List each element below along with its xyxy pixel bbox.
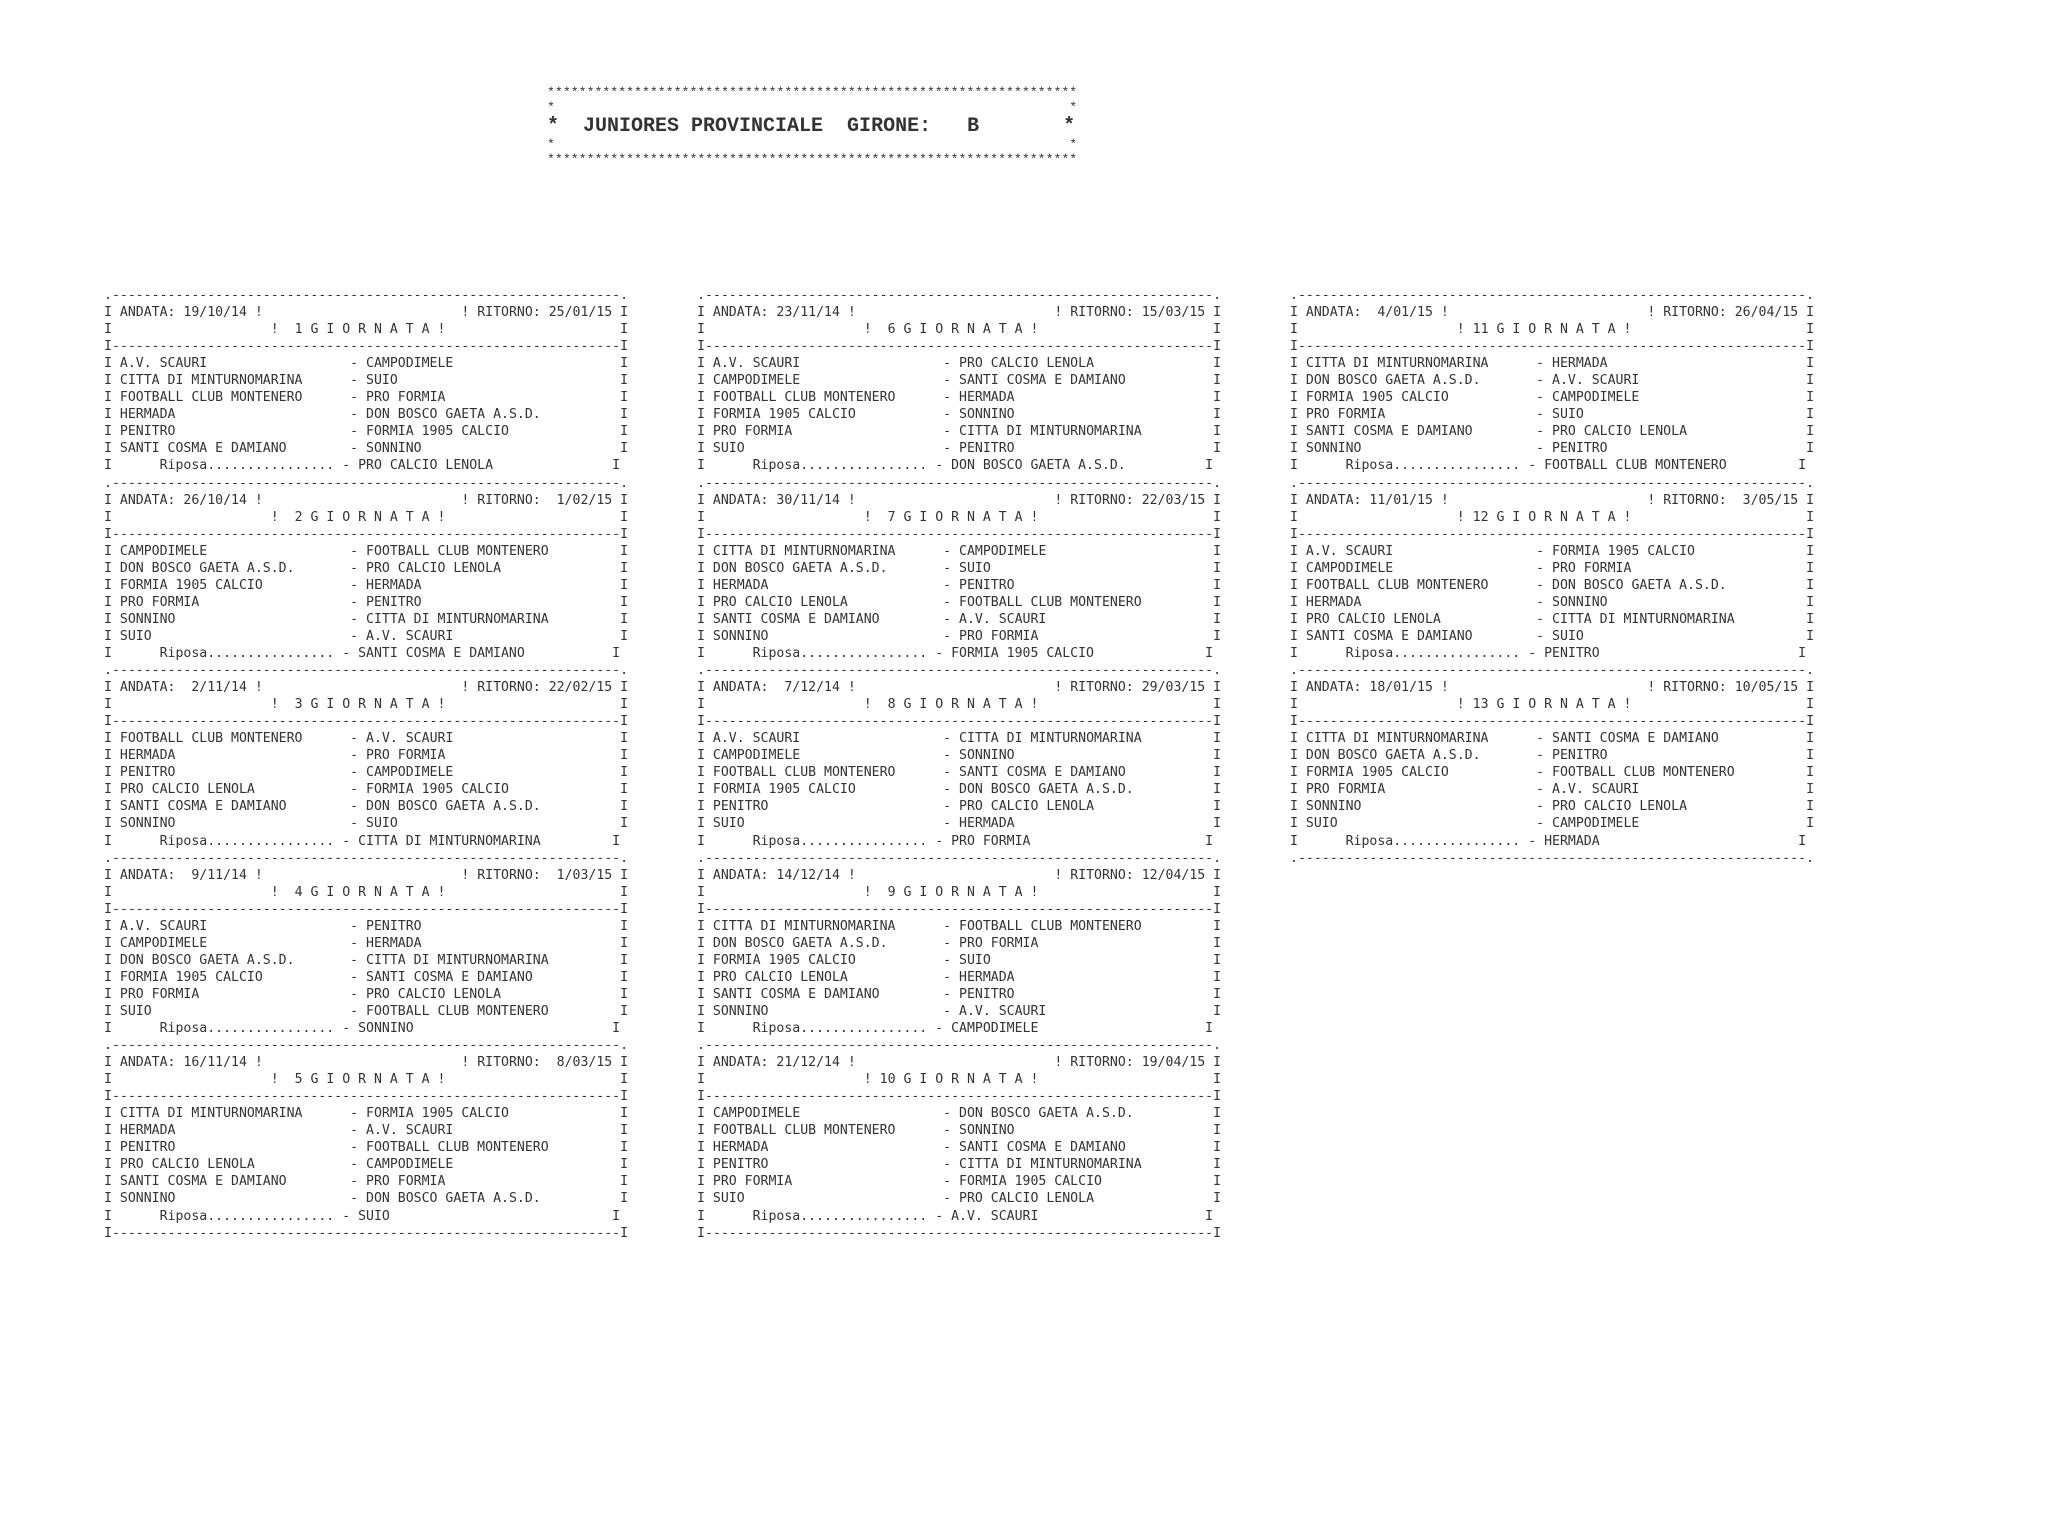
home-team: HERMADA [119,1123,176,1139]
round-block: .----------------------------------------------------------------. I ANDATA: 19/10/14 ! ! RITORNO: 25/01/15 I I ! 1 G I O R N A T A ! I I----------------------------------------------------------------I I A.V. SCAURI - CAMPODIMELE I I CITTA DI MINTURNOMARINA - SUIO I I FOOTBALL CLUB MONTENERO - PRO FORMIA I I HERMADA - DON BOSCO GAETA A.S.D. I I PENITRO - FORMIA 1905 CALCIO I I SANTI COSMA E DAMIANO - SONNINO I I Riposa................ - PRO CALCIO LENOLA I [104,288,629,474]
away-team: A.V. SCAURI [366,628,454,644]
andata-label: ANDATA: [712,305,769,321]
away-team: FOOTBALL CLUB MONTENERO [1552,765,1735,781]
home-team: SANTI COSMA E DAMIANO [712,986,880,1002]
round-number: 7 [879,509,896,525]
home-team: A.V. SCAURI [712,731,801,747]
home-team: FORMIA 1905 CALCIO [1305,765,1449,781]
away-team: HERMADA [366,935,422,951]
giornata-label: G I O R N A T A [310,697,430,713]
round-number: 13 [1472,697,1489,713]
away-team: PRO FORMIA [1552,560,1632,576]
andata-label: ANDATA: [1305,680,1362,696]
ritorno-label: RITORNO: [477,492,541,508]
away-team: PENITRO [366,594,422,610]
andata-date: 4/01/15 [1369,305,1433,321]
away-team: CAMPODIMELE [366,765,454,781]
home-team: CAMPODIMELE [712,748,801,764]
away-team: PENITRO [959,577,1015,593]
away-team: A.V. SCAURI [1552,782,1640,798]
ritorno-date: 12/04/15 [1141,867,1206,883]
ritorno-label: RITORNO: [477,867,541,883]
home-team: HERMADA [119,748,176,764]
away-team: FORMIA 1905 CALCIO [366,1106,509,1122]
andata-date: 30/11/14 [776,492,840,508]
ritorno-label: RITORNO: [1663,680,1727,696]
home-team: A.V. SCAURI [119,918,208,934]
away-team: SUIO [366,816,398,832]
home-team: PRO CALCIO LENOLA [119,1157,255,1173]
ritorno-date: 15/03/15 [1141,305,1206,321]
home-team: DON BOSCO GAETA A.S.D. [119,952,295,968]
riposa-label: Riposa [159,833,208,849]
round-block: .----------------------------------------------------------------. I ANDATA: 11/01/15 ! ! RITORNO: 3/05/15 I I ! 12 G I O R N A T A ! I I----------------------------------------------------------------I I A.V. SCAURI - FORMIA 1905 CALCIO I I CAMPODIMELE - PRO FORMIA I I FOOTBALL CLUB MONTENERO - DON BOSCO GAETA A.S.D. I I HERMADA - SONNINO I I PRO CALCIO LENOLA - CITTA DI MINTURNOMARINA I I SANTI COSMA E DAMIANO - SUIO I I Riposa................ - PENITRO I [1290,475,1815,661]
home-team: CAMPODIMELE [712,1106,801,1122]
home-team: CITTA DI MINTURNOMARINA [712,543,896,559]
home-team: DON BOSCO GAETA A.S.D. [1305,748,1481,764]
away-team: DON BOSCO GAETA A.S.D. [366,407,541,423]
away-team: FOOTBALL CLUB MONTENERO [366,1140,549,1156]
home-team: SONNINO [1305,441,1362,457]
andata-date: 19/10/14 [183,305,247,321]
header-border: * * [547,137,1078,153]
ritorno-date: 3/05/15 [1734,492,1799,508]
away-team: CITTA DI MINTURNOMARINA [959,424,1142,440]
riposa-label: Riposa [159,458,208,474]
andata-label: ANDATA: [712,680,769,696]
riposa-label: Riposa [752,1021,801,1037]
away-team: PRO FORMIA [959,935,1039,951]
giornata-label: G I O R N A T A [903,322,1023,338]
home-team: PENITRO [119,424,176,440]
ritorno-label: RITORNO: [477,1055,541,1071]
away-team: PENITRO [1552,441,1608,457]
ritorno-date: 10/05/15 [1734,680,1799,696]
resting-team: PRO CALCIO LENOLA [358,458,494,474]
home-team: DON BOSCO GAETA A.S.D. [119,560,295,576]
column-1 [104,287,628,1242]
home-team: FORMIA 1905 CALCIO [712,952,856,968]
round-block: .----------------------------------------------------------------. I ANDATA: 7/12/14 ! ! RITORNO: 29/03/15 I I ! 8 G I O R N A T A ! I I----------------------------------------------------------------I I A.V. SCAURI - CITTA DI MINTURNOMARINA I I CAMPODIMELE - SONNINO I I FOOTBALL CLUB MONTENERO - SANTI COSMA E DAMIANO I I FORMIA 1905 CALCIO - DON BOSCO GAETA A.S.D. I I PENITRO - PRO CALCIO LENOLA I I SUIO - HERMADA I I Riposa................ - PRO FORMIA I [697,663,1222,849]
away-team: CAMPODIMELE [366,1157,454,1173]
away-team: CITTA DI MINTURNOMARINA [959,731,1142,747]
away-team: SONNINO [959,1123,1015,1139]
away-team: FORMIA 1905 CALCIO [366,424,509,440]
riposa-label: Riposa [752,1208,801,1224]
away-team: PENITRO [366,918,422,934]
home-team: FOOTBALL CLUB MONTENERO [119,390,303,406]
round-number: 11 [1472,322,1489,338]
round-block: .----------------------------------------------------------------. I ANDATA: 16/11/14 ! ! RITORNO: 8/03/15 I I ! 5 G I O R N A T A ! I I----------------------------------------------------------------I I CITTA DI MINTURNOMARINA - FORMIA 1905 CALCIO I I HERMADA - A.V. SCAURI I I PENITRO - FOOTBALL CLUB MONTENERO I I PRO CALCIO LENOLA - CAMPODIMELE I I SANTI COSMA E DAMIANO - PRO FORMIA I I SONNINO - DON BOSCO GAETA A.S.D. I I Riposa................ - SUIO I I----------------------------------------------------------------I [104,1038,629,1241]
giornata-label: G I O R N A T A [310,1072,430,1088]
resting-team: CAMPODIMELE [951,1021,1039,1037]
round-number: 2 [286,509,303,525]
home-team: PENITRO [119,1140,176,1156]
header-stars-bottom: ******************************************************************* [547,151,1078,167]
away-team: PRO FORMIA [959,628,1039,644]
resting-team: SANTI COSMA E DAMIANO [358,645,525,661]
away-team: HERMADA [959,969,1015,985]
home-team: SUIO [119,1003,152,1019]
home-team: FOOTBALL CLUB MONTENERO [1305,577,1489,593]
home-team: PRO CALCIO LENOLA [712,594,848,610]
giornata-label: G I O R N A T A [903,884,1023,900]
home-team: DON BOSCO GAETA A.S.D. [712,935,888,951]
away-team: CITTA DI MINTURNOMARINA [366,611,549,627]
andata-date: 23/11/14 [776,305,840,321]
home-team: FORMIA 1905 CALCIO [119,969,263,985]
away-team: SUIO [959,560,991,576]
away-team: PENITRO [959,441,1015,457]
home-team: SUIO [712,441,745,457]
ritorno-label: RITORNO: [1070,492,1134,508]
away-team: PRO CALCIO LENOLA [1552,424,1688,440]
away-team: CITTA DI MINTURNOMARINA [1552,611,1735,627]
round-number: 1 [286,322,303,338]
andata-date: 9/11/14 [183,867,247,883]
home-team: SUIO [1305,816,1338,832]
resting-team: DON BOSCO GAETA A.S.D. [951,458,1126,474]
home-team: A.V. SCAURI [1305,543,1394,559]
andata-label: ANDATA: [1305,305,1362,321]
home-team: SUIO [712,1191,745,1207]
away-team: SANTI COSMA E DAMIANO [959,765,1126,781]
home-team: PENITRO [712,799,769,815]
ritorno-label: RITORNO: [1663,305,1727,321]
away-team: SONNINO [366,441,422,457]
resting-team: PENITRO [1544,645,1600,661]
home-team: SANTI COSMA E DAMIANO [712,611,880,627]
round-block: .----------------------------------------------------------------. I ANDATA: 26/10/14 ! ! RITORNO: 1/02/15 I I ! 2 G I O R N A T A ! I I----------------------------------------------------------------I I CAMPODIMELE - FOOTBALL CLUB MONTENERO I I DON BOSCO GAETA A.S.D. - PRO CALCIO LENOLA I I FORMIA 1905 CALCIO - HERMADA I I PRO FORMIA - PENITRO I I SONNINO - CITTA DI MINTURNOMARINA I I SUIO - A.V. SCAURI I I Riposa................ - SANTI COSMA E DAMIANO I [104,475,629,661]
giornata-label: G I O R N A T A [310,322,430,338]
away-team: HERMADA [1552,356,1608,372]
ritorno-label: RITORNO: [477,305,541,321]
away-team: FOOTBALL CLUB MONTENERO [366,543,549,559]
round-number: 8 [879,697,896,713]
andata-label: ANDATA: [712,867,769,883]
home-team: PRO FORMIA [712,424,793,440]
ritorno-date: 19/04/15 [1141,1055,1206,1071]
andata-date: 2/11/14 [183,680,247,696]
home-team: CITTA DI MINTURNOMARINA [1305,356,1489,372]
away-team: CAMPODIMELE [1552,816,1640,832]
away-team: SANTI COSMA E DAMIANO [959,373,1126,389]
giornata-label: G I O R N A T A [1496,509,1616,525]
away-team: FORMIA 1905 CALCIO [959,1174,1102,1190]
home-team: SONNINO [119,611,176,627]
andata-label: ANDATA: [119,305,176,321]
home-team: PENITRO [712,1157,769,1173]
round-block: .----------------------------------------------------------------. I ANDATA: 4/01/15 ! ! RITORNO: 26/04/15 I I ! 11 G I O R N A T A ! I I----------------------------------------------------------------I I CITTA DI MINTURNOMARINA - HERMADA I I DON BOSCO GAETA A.S.D. - A.V. SCAURI I I FORMIA 1905 CALCIO - CAMPODIMELE I I PRO FORMIA - SUIO I I SANTI COSMA E DAMIANO - PRO CALCIO LENOLA I I SONNINO - PENITRO I I Riposa................ - FOOTBALL CLUB MONTENERO I [1290,288,1815,474]
andata-label: ANDATA: [119,680,176,696]
home-team: PENITRO [119,765,176,781]
away-team: SUIO [366,373,398,389]
home-team: CITTA DI MINTURNOMARINA [1305,731,1489,747]
riposa-label: Riposa [159,1208,208,1224]
home-team: A.V. SCAURI [119,356,208,372]
away-team: FOOTBALL CLUB MONTENERO [366,1003,549,1019]
resting-team: FORMIA 1905 CALCIO [951,645,1094,661]
away-team: SANTI COSMA E DAMIANO [959,1140,1126,1156]
page-header [547,86,1077,167]
away-team: PRO CALCIO LENOLA [959,356,1095,372]
away-team: CAMPODIMELE [959,543,1047,559]
header-title-row: * JUNIORES PROVINCIALE GIRONE: B * [547,115,1076,139]
home-team: CAMPODIMELE [119,543,208,559]
home-team: SONNINO [712,628,769,644]
away-team: A.V. SCAURI [366,1123,454,1139]
away-team: A.V. SCAURI [1552,373,1640,389]
ritorno-label: RITORNO: [1070,680,1134,696]
away-team: PRO FORMIA [366,390,446,406]
home-team: PRO FORMIA [1305,407,1386,423]
home-team: PRO FORMIA [712,1174,793,1190]
home-team: SUIO [119,628,152,644]
home-team: CITTA DI MINTURNOMARINA [712,918,896,934]
riposa-label: Riposa [752,645,801,661]
away-team: DON BOSCO GAETA A.S.D. [1552,577,1727,593]
ritorno-date: 25/01/15 [548,305,613,321]
away-team: DON BOSCO GAETA A.S.D. [366,799,541,815]
andata-label: ANDATA: [119,867,176,883]
riposa-label: Riposa [1345,645,1394,661]
andata-date: 18/01/15 [1369,680,1433,696]
giornata-label: G I O R N A T A [310,509,430,525]
resting-team: FOOTBALL CLUB MONTENERO [1544,458,1727,474]
home-team: PRO CALCIO LENOLA [119,782,255,798]
header-stars-top: ******************************************************************* [547,85,1078,100]
ritorno-date: 1/02/15 [548,492,613,508]
ritorno-label: RITORNO: [1070,867,1134,883]
home-team: FORMIA 1905 CALCIO [1305,390,1449,406]
away-team: PRO FORMIA [366,1174,446,1190]
home-team: A.V. SCAURI [712,356,801,372]
home-team: HERMADA [712,577,769,593]
andata-date: 26/10/14 [183,492,247,508]
giornata-label: G I O R N A T A [1496,697,1616,713]
andata-label: ANDATA: [119,1055,176,1071]
round-block: .----------------------------------------------------------------. I ANDATA: 18/01/15 ! ! RITORNO: 10/05/15 I I ! 13 G I O R N A T A ! I I----------------------------------------------------------------I I CITTA DI MINTURNOMARINA - SANTI COSMA E DAMIANO I I DON BOSCO GAETA A.S.D. - PENITRO I I FORMIA 1905 CALCIO - FOOTBALL CLUB MONTENERO I I PRO FORMIA - A.V. SCAURI I I SONNINO - PRO CALCIO LENOLA I I SUIO - CAMPODIMELE I I Riposa................ - HERMADA I .----------------------------------------------------------------. [1290,663,1815,866]
round-block: .----------------------------------------------------------------. I ANDATA: 23/11/14 ! ! RITORNO: 15/03/15 I I ! 6 G I O R N A T A ! I I----------------------------------------------------------------I I A.V. SCAURI - PRO CALCIO LENOLA I I CAMPODIMELE - SANTI COSMA E DAMIANO I I FOOTBALL CLUB MONTENERO - HERMADA I I FORMIA 1905 CALCIO - SONNINO I I PRO FORMIA - CITTA DI MINTURNOMARINA I I SUIO - PENITRO I I Riposa................ - DON BOSCO GAETA A.S.D. I [697,288,1222,474]
home-team: SONNINO [119,1191,176,1207]
ritorno-date: 22/03/15 [1141,492,1206,508]
home-team: CITTA DI MINTURNOMARINA [119,1106,303,1122]
away-team: SUIO [959,952,991,968]
away-team: FOOTBALL CLUB MONTENERO [959,918,1142,934]
resting-team: PRO FORMIA [951,833,1031,849]
round-number: 4 [286,884,303,900]
home-team: FORMIA 1905 CALCIO [712,782,856,798]
home-team: CAMPODIMELE [1305,560,1394,576]
home-team: SANTI COSMA E DAMIANO [1305,628,1473,644]
ritorno-label: RITORNO: [1070,1055,1134,1071]
home-team: SONNINO [712,1003,769,1019]
away-team: CITTA DI MINTURNOMARINA [959,1157,1142,1173]
home-team: SANTI COSMA E DAMIANO [1305,424,1473,440]
home-team: FORMIA 1905 CALCIO [712,407,856,423]
home-team: FOOTBALL CLUB MONTENERO [712,765,896,781]
home-team: DON BOSCO GAETA A.S.D. [712,560,888,576]
home-team: FOOTBALL CLUB MONTENERO [119,731,303,747]
resting-team: SONNINO [358,1021,414,1037]
home-team: SANTI COSMA E DAMIANO [119,799,287,815]
home-team: CAMPODIMELE [712,373,801,389]
away-team: FORMIA 1905 CALCIO [366,782,509,798]
round-block: .----------------------------------------------------------------. I ANDATA: 14/12/14 ! ! RITORNO: 12/04/15 I I ! 9 G I O R N A T A ! I I----------------------------------------------------------------I I CITTA DI MINTURNOMARINA - FOOTBALL CLUB MONTENERO I I DON BOSCO GAETA A.S.D. - PRO FORMIA I I FORMIA 1905 CALCIO - SUIO I I PRO CALCIO LENOLA - HERMADA I I SANTI COSMA E DAMIANO - PENITRO I I SONNINO - A.V. SCAURI I I Riposa................ - CAMPODIMELE I [697,850,1222,1037]
riposa-label: Riposa [752,458,801,474]
home-team: PRO FORMIA [119,986,200,1002]
round-block: .----------------------------------------------------------------. I ANDATA: 2/11/14 ! ! RITORNO: 22/02/15 I I ! 3 G I O R N A T A ! I I----------------------------------------------------------------I I FOOTBALL CLUB MONTENERO - A.V. SCAURI I I HERMADA - PRO FORMIA I I PENITRO - CAMPODIMELE I I PRO CALCIO LENOLA - FORMIA 1905 CALCIO I I SANTI COSMA E DAMIANO - DON BOSCO GAETA A.S.D. I I SONNINO - SUIO I I Riposa................ - CITTA DI MINTURNOMARINA I [104,663,629,849]
home-team: HERMADA [712,1140,769,1156]
away-team: CAMPODIMELE [1552,390,1640,406]
resting-team: HERMADA [1544,833,1600,849]
away-team: PRO CALCIO LENOLA [959,799,1095,815]
away-team: HERMADA [959,390,1015,406]
away-team: SONNINO [1552,594,1608,610]
home-team: SANTI COSMA E DAMIANO [119,1174,287,1190]
andata-label: ANDATA: [712,1055,769,1071]
away-team: CITTA DI MINTURNOMARINA [366,952,549,968]
away-team: SUIO [1552,407,1584,423]
ritorno-date: 26/04/15 [1734,305,1799,321]
home-team: FORMIA 1905 CALCIO [119,577,263,593]
giornata-label: G I O R N A T A [310,884,430,900]
andata-date: 16/11/14 [183,1055,247,1071]
away-team: HERMADA [366,577,422,593]
andata-date: 21/12/14 [776,1055,840,1071]
resting-team: CITTA DI MINTURNOMARINA [358,833,541,849]
away-team: A.V. SCAURI [959,611,1047,627]
ritorno-date: 1/03/15 [548,867,613,883]
away-team: PENITRO [959,986,1015,1002]
andata-date: 14/12/14 [776,867,840,883]
away-team: DON BOSCO GAETA A.S.D. [366,1191,541,1207]
home-team: SANTI COSMA E DAMIANO [119,441,287,457]
resting-team: A.V. SCAURI [951,1208,1039,1224]
away-team: DON BOSCO GAETA A.S.D. [959,782,1134,798]
away-team: PRO CALCIO LENOLA [959,1191,1095,1207]
away-team: FORMIA 1905 CALCIO [1552,543,1695,559]
ritorno-label: RITORNO: [1070,305,1134,321]
home-team: FOOTBALL CLUB MONTENERO [712,390,896,406]
ritorno-date: 22/02/15 [548,680,613,696]
round-number: 9 [879,884,896,900]
header-border: * * [547,99,1078,115]
round-block: .----------------------------------------------------------------. I ANDATA: 9/11/14 ! ! RITORNO: 1/03/15 I I ! 4 G I O R N A T A ! I I----------------------------------------------------------------I I A.V. SCAURI - PENITRO I I CAMPODIMELE - HERMADA I I DON BOSCO GAETA A.S.D. - CITTA DI MINTURNOMARINA I I FORMIA 1905 CALCIO - SANTI COSMA E DAMIANO I I PRO FORMIA - PRO CALCIO LENOLA I I SUIO - FOOTBALL CLUB MONTENERO I I Riposa................ - SONNINO I [104,850,629,1037]
column-2 [697,287,1221,1242]
round-number: 3 [286,697,303,713]
home-team: SONNINO [119,816,176,832]
riposa-label: Riposa [1345,458,1394,474]
giornata-label: G I O R N A T A [1496,322,1616,338]
away-team: CAMPODIMELE [366,356,454,372]
away-team: PRO CALCIO LENOLA [366,986,502,1002]
away-team: SANTI COSMA E DAMIANO [1552,731,1719,747]
away-team: PRO CALCIO LENOLA [366,560,502,576]
giornata-label: G I O R N A T A [903,509,1023,525]
ritorno-label: RITORNO: [477,680,541,696]
away-team: FOOTBALL CLUB MONTENERO [959,594,1142,610]
home-team: HERMADA [1305,594,1362,610]
andata-date: 7/12/14 [776,680,840,696]
away-team: PENITRO [1552,748,1608,764]
riposa-label: Riposa [159,1021,208,1037]
away-team: SONNINO [959,407,1015,423]
riposa-label: Riposa [1345,833,1394,849]
home-team: SUIO [712,816,745,832]
home-team: FOOTBALL CLUB MONTENERO [712,1123,896,1139]
andata-date: 11/01/15 [1369,492,1433,508]
away-team: PRO FORMIA [366,748,446,764]
giornata-label: G I O R N A T A [903,1072,1023,1088]
home-team: HERMADA [119,407,176,423]
home-team: CITTA DI MINTURNOMARINA [119,373,303,389]
away-team: SUIO [1552,628,1584,644]
away-team: SONNINO [959,748,1015,764]
home-team: PRO CALCIO LENOLA [712,969,848,985]
home-team: DON BOSCO GAETA A.S.D. [1305,373,1481,389]
riposa-label: Riposa [159,645,208,661]
round-number: 5 [286,1072,303,1088]
round-block: .----------------------------------------------------------------. I ANDATA: 30/11/14 ! ! RITORNO: 22/03/15 I I ! 7 G I O R N A T A ! I I----------------------------------------------------------------I I CITTA DI MINTURNOMARINA - CAMPODIMELE I I DON BOSCO GAETA A.S.D. - SUIO I I HERMADA - PENITRO I I PRO CALCIO LENOLA - FOOTBALL CLUB MONTENERO I I SANTI COSMA E DAMIANO - A.V. SCAURI I I SONNINO - PRO FORMIA I I Riposa................ - FORMIA 1905 CALCIO I [697,475,1222,661]
round-block: .----------------------------------------------------------------. I ANDATA: 21/12/14 ! ! RITORNO: 19/04/15 I I ! 10 G I O R N A T A ! I I----------------------------------------------------------------I I CAMPODIMELE - DON BOSCO GAETA A.S.D. I I FOOTBALL CLUB MONTENERO - SONNINO I I HERMADA - SANTI COSMA E DAMIANO I I PENITRO - CITTA DI MINTURNOMARINA I I PRO FORMIA - FORMIA 1905 CALCIO I I SUIO - PRO CALCIO LENOLA I I Riposa................ - A.V. SCAURI I I----------------------------------------------------------------I [697,1038,1222,1241]
home-team: PRO FORMIA [1305,782,1386,798]
ritorno-date: 8/03/15 [548,1055,613,1071]
resting-team: SUIO [358,1208,390,1224]
round-number: 12 [1472,509,1489,525]
round-number: 10 [879,1072,896,1088]
away-team: A.V. SCAURI [366,731,454,747]
round-number: 6 [879,322,896,338]
riposa-label: Riposa [752,833,801,849]
away-team: PRO CALCIO LENOLA [1552,799,1688,815]
column-3 [1290,287,1814,867]
andata-label: ANDATA: [712,492,769,508]
giornata-label: G I O R N A T A [903,697,1023,713]
andata-label: ANDATA: [119,492,176,508]
ritorno-date: 29/03/15 [1141,680,1206,696]
home-team: PRO FORMIA [119,594,200,610]
home-team: SONNINO [1305,799,1362,815]
away-team: A.V. SCAURI [959,1003,1047,1019]
home-team: CAMPODIMELE [119,935,208,951]
home-team: PRO CALCIO LENOLA [1305,611,1441,627]
page-title: JUNIORES PROVINCIALE GIRONE: B [583,115,980,139]
ritorno-label: RITORNO: [1663,492,1727,508]
away-team: HERMADA [959,816,1015,832]
andata-label: ANDATA: [1305,492,1362,508]
away-team: SANTI COSMA E DAMIANO [366,969,533,985]
away-team: DON BOSCO GAETA A.S.D. [959,1106,1134,1122]
